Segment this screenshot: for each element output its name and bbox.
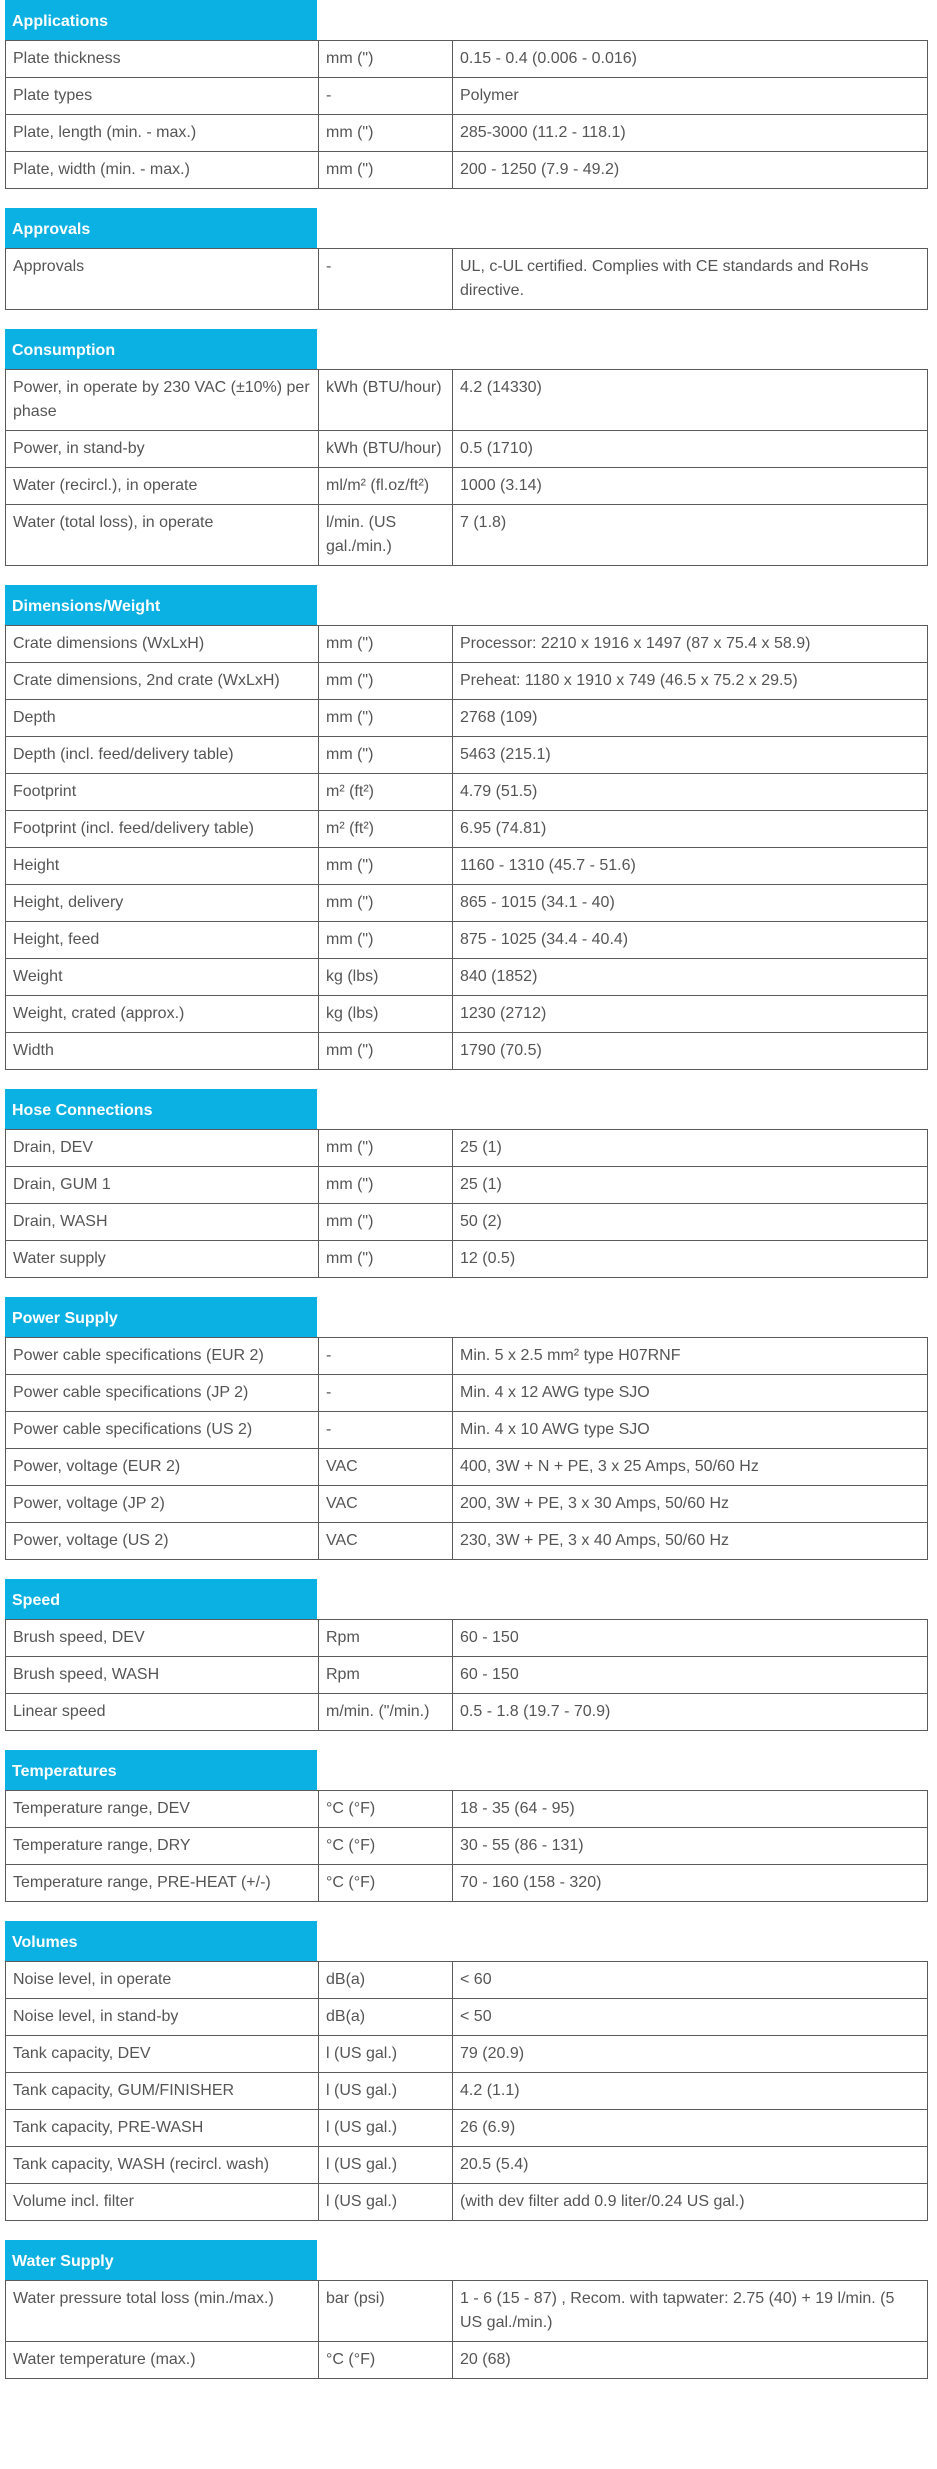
spec-unit: m² (ft²) bbox=[319, 774, 453, 811]
table-row bbox=[6, 848, 928, 885]
spec-label: Power, voltage (JP 2) bbox=[6, 1486, 319, 1523]
spec-unit: - bbox=[319, 1338, 453, 1375]
spec-label: Tank capacity, DEV bbox=[6, 2036, 319, 2073]
table-row bbox=[6, 1167, 928, 1204]
spec-value: 6.95 (74.81) bbox=[453, 811, 928, 848]
spec-value: 0.15 - 0.4 (0.006 - 0.016) bbox=[453, 41, 928, 78]
spec-label: Linear speed bbox=[6, 1694, 319, 1731]
spec-value: 200, 3W + PE, 3 x 30 Amps, 50/60 Hz bbox=[453, 1486, 928, 1523]
spec-value: 285-3000 (11.2 - 118.1) bbox=[453, 115, 928, 152]
table-row bbox=[6, 1338, 928, 1375]
spec-label: Power, voltage (EUR 2) bbox=[6, 1449, 319, 1486]
spec-value: 20.5 (5.4) bbox=[453, 2147, 928, 2184]
table-row bbox=[6, 1962, 928, 1999]
spec-unit: kWh (BTU/hour) bbox=[319, 370, 453, 431]
spec-value: 840 (1852) bbox=[453, 959, 928, 996]
spec-value: 200 - 1250 (7.9 - 49.2) bbox=[453, 152, 928, 189]
spec-table bbox=[5, 1961, 928, 2221]
spec-unit: - bbox=[319, 1412, 453, 1449]
spec-unit: mm (") bbox=[319, 663, 453, 700]
spec-label: Brush speed, WASH bbox=[6, 1657, 319, 1694]
section-power-supply bbox=[5, 1297, 927, 1560]
section-temperatures bbox=[5, 1750, 927, 1902]
section-header: Power Supply bbox=[5, 1297, 317, 1337]
table-row bbox=[6, 41, 928, 78]
spec-unit: mm (") bbox=[319, 41, 453, 78]
spec-unit: Rpm bbox=[319, 1657, 453, 1694]
spec-value: 4.2 (1.1) bbox=[453, 2073, 928, 2110]
spec-label: Temperature range, PRE-HEAT (+/-) bbox=[6, 1865, 319, 1902]
spec-label: Drain, WASH bbox=[6, 1204, 319, 1241]
spec-unit: l (US gal.) bbox=[319, 2073, 453, 2110]
section-applications bbox=[5, 0, 927, 189]
table-row bbox=[6, 249, 928, 310]
spec-value: 1000 (3.14) bbox=[453, 468, 928, 505]
spec-value: 7 (1.8) bbox=[453, 505, 928, 566]
table-row bbox=[6, 1694, 928, 1731]
spec-table bbox=[5, 625, 928, 1070]
spec-value: (with dev filter add 0.9 liter/0.24 US gal.) bbox=[453, 2184, 928, 2221]
spec-value: Min. 4 x 10 AWG type SJO bbox=[453, 1412, 928, 1449]
spec-value: Min. 5 x 2.5 mm² type H07RNF bbox=[453, 1338, 928, 1375]
spec-unit: m/min. ("/min.) bbox=[319, 1694, 453, 1731]
spec-unit: l (US gal.) bbox=[319, 2184, 453, 2221]
spec-value: Min. 4 x 12 AWG type SJO bbox=[453, 1375, 928, 1412]
spec-label: Plate, length (min. - max.) bbox=[6, 115, 319, 152]
spec-label: Volume incl. filter bbox=[6, 2184, 319, 2221]
spec-label: Water supply bbox=[6, 1241, 319, 1278]
spec-value: 1160 - 1310 (45.7 - 51.6) bbox=[453, 848, 928, 885]
spec-label: Footprint (incl. feed/delivery table) bbox=[6, 811, 319, 848]
table-row bbox=[6, 1657, 928, 1694]
spec-unit: mm (") bbox=[319, 848, 453, 885]
spec-label: Approvals bbox=[6, 249, 319, 310]
table-row bbox=[6, 505, 928, 566]
spec-label: Height, delivery bbox=[6, 885, 319, 922]
spec-table bbox=[5, 1790, 928, 1902]
spec-label: Drain, DEV bbox=[6, 1130, 319, 1167]
spec-value: < 50 bbox=[453, 1999, 928, 2036]
table-row bbox=[6, 737, 928, 774]
spec-unit: - bbox=[319, 249, 453, 310]
spec-value: UL, c-UL certified. Complies with CE standards and RoHs directive. bbox=[453, 249, 928, 310]
spec-label: Power cable specifications (EUR 2) bbox=[6, 1338, 319, 1375]
spec-label: Power, in stand-by bbox=[6, 431, 319, 468]
spec-value: 400, 3W + N + PE, 3 x 25 Amps, 50/60 Hz bbox=[453, 1449, 928, 1486]
table-row bbox=[6, 885, 928, 922]
spec-label: Height, feed bbox=[6, 922, 319, 959]
spec-table bbox=[5, 2280, 928, 2379]
spec-label: Depth (incl. feed/delivery table) bbox=[6, 737, 319, 774]
table-row bbox=[6, 1865, 928, 1902]
table-row bbox=[6, 1241, 928, 1278]
section-header: Approvals bbox=[5, 208, 317, 248]
table-row bbox=[6, 2281, 928, 2342]
spec-unit: Rpm bbox=[319, 1620, 453, 1657]
spec-value: 5463 (215.1) bbox=[453, 737, 928, 774]
table-row bbox=[6, 1375, 928, 1412]
spec-value: 230, 3W + PE, 3 x 40 Amps, 50/60 Hz bbox=[453, 1523, 928, 1560]
spec-label: Weight bbox=[6, 959, 319, 996]
spec-label: Water (total loss), in operate bbox=[6, 505, 319, 566]
table-row bbox=[6, 1828, 928, 1865]
table-row bbox=[6, 2036, 928, 2073]
table-row bbox=[6, 1033, 928, 1070]
spec-value: Processor: 2210 x 1916 x 1497 (87 x 75.4 x 58.9) bbox=[453, 626, 928, 663]
spec-label: Weight, crated (approx.) bbox=[6, 996, 319, 1033]
spec-label: Plate types bbox=[6, 78, 319, 115]
table-row bbox=[6, 1523, 928, 1560]
section-header: Volumes bbox=[5, 1921, 317, 1961]
table-row bbox=[6, 1130, 928, 1167]
spec-label: Water pressure total loss (min./max.) bbox=[6, 2281, 319, 2342]
spec-unit: mm (") bbox=[319, 626, 453, 663]
spec-unit: °C (°F) bbox=[319, 1791, 453, 1828]
spec-value: 1230 (2712) bbox=[453, 996, 928, 1033]
table-row bbox=[6, 626, 928, 663]
spec-value: 70 - 160 (158 - 320) bbox=[453, 1865, 928, 1902]
spec-label: Depth bbox=[6, 700, 319, 737]
table-row bbox=[6, 2184, 928, 2221]
section-header: Hose Connections bbox=[5, 1089, 317, 1129]
spec-value: 12 (0.5) bbox=[453, 1241, 928, 1278]
section-consumption bbox=[5, 329, 927, 566]
spec-value: 1790 (70.5) bbox=[453, 1033, 928, 1070]
spec-value: 865 - 1015 (34.1 - 40) bbox=[453, 885, 928, 922]
spec-value: 60 - 150 bbox=[453, 1657, 928, 1694]
table-row bbox=[6, 700, 928, 737]
table-row bbox=[6, 811, 928, 848]
table-row bbox=[6, 370, 928, 431]
spec-table bbox=[5, 369, 928, 566]
section-header: Dimensions/Weight bbox=[5, 585, 317, 625]
spec-value: Polymer bbox=[453, 78, 928, 115]
spec-unit: VAC bbox=[319, 1486, 453, 1523]
table-row bbox=[6, 922, 928, 959]
spec-table bbox=[5, 248, 928, 310]
spec-label: Temperature range, DEV bbox=[6, 1791, 319, 1828]
table-row bbox=[6, 996, 928, 1033]
spec-value: 4.2 (14330) bbox=[453, 370, 928, 431]
spec-label: Plate, width (min. - max.) bbox=[6, 152, 319, 189]
spec-label: Crate dimensions (WxLxH) bbox=[6, 626, 319, 663]
spec-label: Height bbox=[6, 848, 319, 885]
spec-unit: mm (") bbox=[319, 1204, 453, 1241]
table-row bbox=[6, 2110, 928, 2147]
spec-unit: l (US gal.) bbox=[319, 2147, 453, 2184]
spec-unit: kWh (BTU/hour) bbox=[319, 431, 453, 468]
table-row bbox=[6, 1791, 928, 1828]
section-volumes bbox=[5, 1921, 927, 2221]
spec-unit: mm (") bbox=[319, 1241, 453, 1278]
section-header: Water Supply bbox=[5, 2240, 317, 2280]
spec-table bbox=[5, 1129, 928, 1278]
spec-value: 50 (2) bbox=[453, 1204, 928, 1241]
spec-value: 30 - 55 (86 - 131) bbox=[453, 1828, 928, 1865]
section-header: Temperatures bbox=[5, 1750, 317, 1790]
spec-label: Tank capacity, PRE-WASH bbox=[6, 2110, 319, 2147]
spec-unit: mm (") bbox=[319, 115, 453, 152]
spec-value: 79 (20.9) bbox=[453, 2036, 928, 2073]
spec-label: Width bbox=[6, 1033, 319, 1070]
spec-value: 0.5 - 1.8 (19.7 - 70.9) bbox=[453, 1694, 928, 1731]
spec-table bbox=[5, 1337, 928, 1560]
section-dimensions-weight bbox=[5, 585, 927, 1070]
section-header: Consumption bbox=[5, 329, 317, 369]
spec-value: 2768 (109) bbox=[453, 700, 928, 737]
table-row bbox=[6, 468, 928, 505]
spec-label: Noise level, in operate bbox=[6, 1962, 319, 1999]
spec-value: 0.5 (1710) bbox=[453, 431, 928, 468]
table-row bbox=[6, 1999, 928, 2036]
section-header: Speed bbox=[5, 1579, 317, 1619]
section-hose-connections bbox=[5, 1089, 927, 1278]
spec-value: 26 (6.9) bbox=[453, 2110, 928, 2147]
table-row bbox=[6, 2147, 928, 2184]
spec-label: Brush speed, DEV bbox=[6, 1620, 319, 1657]
spec-value: 4.79 (51.5) bbox=[453, 774, 928, 811]
table-row bbox=[6, 1486, 928, 1523]
spec-unit: bar (psi) bbox=[319, 2281, 453, 2342]
spec-table bbox=[5, 1619, 928, 1731]
table-row bbox=[6, 431, 928, 468]
spec-value: 25 (1) bbox=[453, 1167, 928, 1204]
table-row bbox=[6, 78, 928, 115]
spec-label: Power, in operate by 230 VAC (±10%) per phase bbox=[6, 370, 319, 431]
spec-value: 60 - 150 bbox=[453, 1620, 928, 1657]
spec-label: Tank capacity, WASH (recircl. wash) bbox=[6, 2147, 319, 2184]
table-row bbox=[6, 1204, 928, 1241]
spec-unit: dB(a) bbox=[319, 1962, 453, 1999]
table-row bbox=[6, 663, 928, 700]
spec-label: Water temperature (max.) bbox=[6, 2342, 319, 2379]
spec-label: Power cable specifications (US 2) bbox=[6, 1412, 319, 1449]
spec-value: < 60 bbox=[453, 1962, 928, 1999]
spec-unit: mm (") bbox=[319, 922, 453, 959]
spec-unit: mm (") bbox=[319, 885, 453, 922]
spec-unit: mm (") bbox=[319, 152, 453, 189]
spec-unit: ml/m² (fl.oz/ft²) bbox=[319, 468, 453, 505]
spec-unit: °C (°F) bbox=[319, 1828, 453, 1865]
table-row bbox=[6, 115, 928, 152]
spec-value: 20 (68) bbox=[453, 2342, 928, 2379]
section-water-supply bbox=[5, 2240, 927, 2379]
spec-value: 18 - 35 (64 - 95) bbox=[453, 1791, 928, 1828]
table-row bbox=[6, 2073, 928, 2110]
spec-unit: l/min. (US gal./min.) bbox=[319, 505, 453, 566]
spec-unit: l (US gal.) bbox=[319, 2110, 453, 2147]
section-approvals bbox=[5, 208, 927, 310]
spec-value: 1 - 6 (15 - 87) , Recom. with tapwater: 2.75 (40) + 19 l/min. (5 US gal./min.) bbox=[453, 2281, 928, 2342]
spec-unit: m² (ft²) bbox=[319, 811, 453, 848]
spec-unit: mm (") bbox=[319, 700, 453, 737]
spec-unit: mm (") bbox=[319, 1033, 453, 1070]
spec-label: Plate thickness bbox=[6, 41, 319, 78]
spec-unit: °C (°F) bbox=[319, 2342, 453, 2379]
table-row bbox=[6, 2342, 928, 2379]
spec-unit: - bbox=[319, 78, 453, 115]
spec-label: Temperature range, DRY bbox=[6, 1828, 319, 1865]
spec-label: Water (recircl.), in operate bbox=[6, 468, 319, 505]
spec-table bbox=[5, 40, 928, 189]
spec-value: Preheat: 1180 x 1910 x 749 (46.5 x 75.2 x 29.5) bbox=[453, 663, 928, 700]
table-row bbox=[6, 1412, 928, 1449]
spec-unit: - bbox=[319, 1375, 453, 1412]
table-row bbox=[6, 774, 928, 811]
spec-unit: mm (") bbox=[319, 1167, 453, 1204]
section-header: Applications bbox=[5, 0, 317, 40]
table-row bbox=[6, 959, 928, 996]
spec-value: 875 - 1025 (34.4 - 40.4) bbox=[453, 922, 928, 959]
table-row bbox=[6, 152, 928, 189]
spec-unit: kg (lbs) bbox=[319, 959, 453, 996]
spec-label: Tank capacity, GUM/FINISHER bbox=[6, 2073, 319, 2110]
spec-label: Power, voltage (US 2) bbox=[6, 1523, 319, 1560]
table-row bbox=[6, 1620, 928, 1657]
spec-label: Crate dimensions, 2nd crate (WxLxH) bbox=[6, 663, 319, 700]
spec-value: 25 (1) bbox=[453, 1130, 928, 1167]
spec-label: Noise level, in stand-by bbox=[6, 1999, 319, 2036]
spec-unit: °C (°F) bbox=[319, 1865, 453, 1902]
spec-label: Power cable specifications (JP 2) bbox=[6, 1375, 319, 1412]
spec-unit: mm (") bbox=[319, 737, 453, 774]
spec-unit: kg (lbs) bbox=[319, 996, 453, 1033]
table-row bbox=[6, 1449, 928, 1486]
spec-label: Footprint bbox=[6, 774, 319, 811]
spec-unit: l (US gal.) bbox=[319, 2036, 453, 2073]
spec-unit: VAC bbox=[319, 1449, 453, 1486]
spec-label: Drain, GUM 1 bbox=[6, 1167, 319, 1204]
section-speed bbox=[5, 1579, 927, 1731]
spec-unit: dB(a) bbox=[319, 1999, 453, 2036]
spec-unit: mm (") bbox=[319, 1130, 453, 1167]
spec-unit: VAC bbox=[319, 1523, 453, 1560]
